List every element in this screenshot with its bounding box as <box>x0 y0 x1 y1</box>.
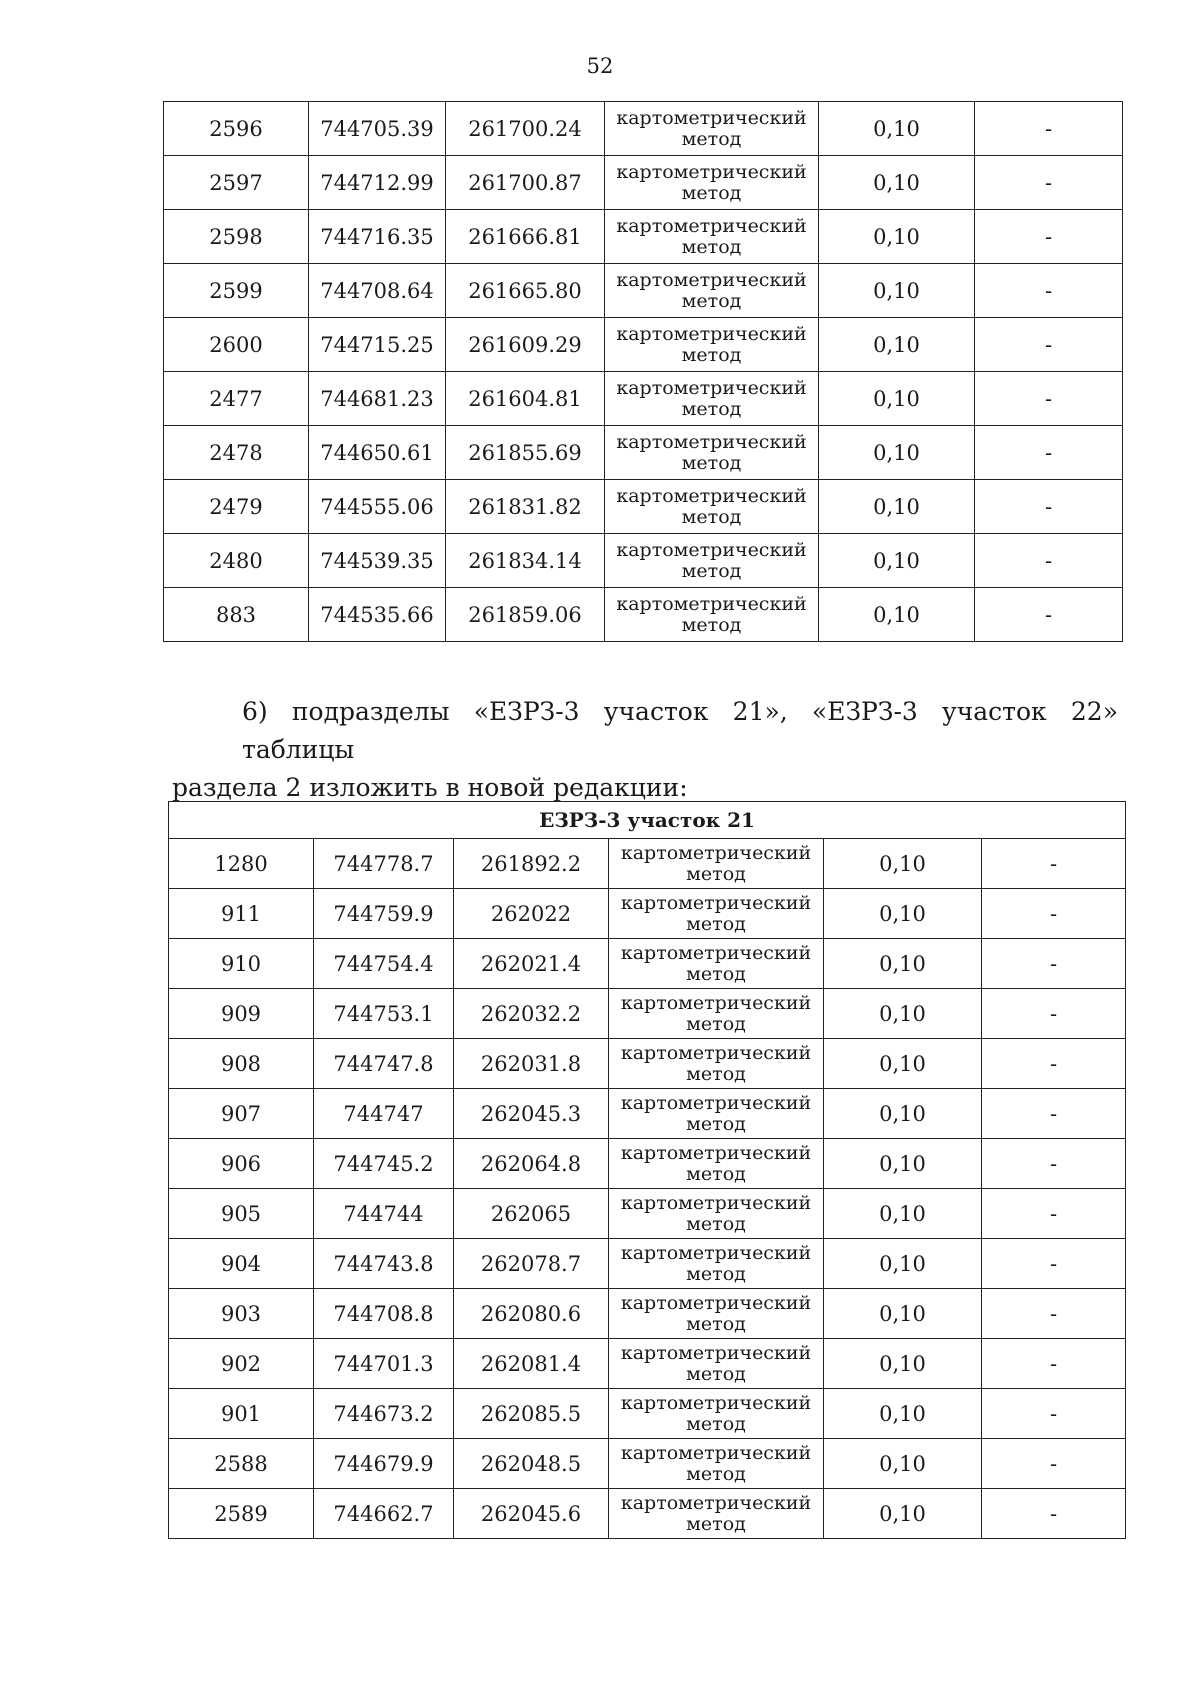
coord-x-cell: 744701.3 <box>314 1339 454 1389</box>
accuracy-cell: 0,10 <box>824 1389 982 1439</box>
method-cell <box>605 372 819 426</box>
method-line-2: метод <box>686 1112 746 1135</box>
method-line-1: картометрический <box>620 1441 812 1464</box>
accuracy-cell: 0,10 <box>819 480 975 534</box>
method-cell <box>609 1439 824 1489</box>
coord-x-cell: 744716.35 <box>309 210 446 264</box>
coordinates-table-continued <box>163 101 1123 642</box>
method-cell <box>609 1039 824 1089</box>
table-row <box>169 1439 1126 1489</box>
coord-x-cell: 744679.9 <box>314 1439 454 1489</box>
coord-y-cell: 262081.4 <box>454 1339 609 1389</box>
coordinates-table-body <box>164 102 1123 642</box>
accuracy-cell: 0,10 <box>824 1089 982 1139</box>
table-row <box>169 939 1126 989</box>
table-row <box>164 210 1123 264</box>
accuracy-cell: 0,10 <box>824 939 982 989</box>
method-cell <box>609 1189 824 1239</box>
note-cell: - <box>982 1139 1126 1189</box>
coord-x-cell: 744747 <box>314 1089 454 1139</box>
method-line-1: картометрический <box>616 322 807 345</box>
coord-y-cell: 262064.8 <box>454 1139 609 1189</box>
note-cell: - <box>982 989 1126 1039</box>
method-cell <box>609 989 824 1039</box>
coord-y-cell: 261700.87 <box>446 156 605 210</box>
method-line-1: картометрический <box>620 941 812 964</box>
method-line-1: картометрический <box>616 538 807 561</box>
coord-x-cell: 744759.9 <box>314 889 454 939</box>
method-cell <box>605 210 819 264</box>
coord-x-cell: 744753.1 <box>314 989 454 1039</box>
section-table-body <box>169 802 1126 1539</box>
note-cell: - <box>975 372 1123 426</box>
method-line-2: метод <box>686 1512 746 1535</box>
method-line-1: картометрический <box>620 1341 812 1364</box>
method-cell <box>605 588 819 642</box>
method-line-2: метод <box>686 1412 746 1435</box>
method-cell <box>609 889 824 939</box>
accuracy-cell: 0,10 <box>824 1039 982 1089</box>
method-line-1: картометрический <box>616 376 807 399</box>
coord-y-cell: 261700.24 <box>446 102 605 156</box>
method-line-1: картометрический <box>616 268 807 291</box>
accuracy-cell: 0,10 <box>824 1189 982 1239</box>
coord-x-cell: 744555.06 <box>309 480 446 534</box>
method-line-2: метод <box>681 559 742 582</box>
note-cell: - <box>982 1289 1126 1339</box>
coord-x-cell: 744539.35 <box>309 534 446 588</box>
table-row <box>164 372 1123 426</box>
table-row <box>164 480 1123 534</box>
method-line-2: метод <box>686 1362 746 1385</box>
table-row <box>169 1289 1126 1339</box>
method-cell <box>609 1239 824 1289</box>
coord-y-cell: 262045.6 <box>454 1489 609 1539</box>
method-line-2: метод <box>681 397 742 420</box>
point-number-cell: 2588 <box>169 1439 314 1489</box>
coord-x-cell: 744673.2 <box>314 1389 454 1439</box>
coord-x-cell: 744712.99 <box>309 156 446 210</box>
method-line-1: картометрический <box>616 160 807 183</box>
point-number-cell: 2599 <box>164 264 309 318</box>
table-row <box>169 989 1126 1039</box>
accuracy-cell: 0,10 <box>824 1489 982 1539</box>
point-number-cell: 2477 <box>164 372 309 426</box>
coord-y-cell: 261892.2 <box>454 839 609 889</box>
note-cell: - <box>982 1339 1126 1389</box>
accuracy-cell: 0,10 <box>824 1289 982 1339</box>
accuracy-cell: 0,10 <box>824 839 982 889</box>
coord-y-cell: 262080.6 <box>454 1289 609 1339</box>
method-line-2: метод <box>681 613 742 636</box>
coord-y-cell: 261859.06 <box>446 588 605 642</box>
point-number-cell: 2598 <box>164 210 309 264</box>
point-number-cell: 1280 <box>169 839 314 889</box>
note-cell: - <box>982 1239 1126 1289</box>
note-cell: - <box>982 839 1126 889</box>
point-number-cell: 909 <box>169 989 314 1039</box>
table-row <box>164 588 1123 642</box>
coord-x-cell: 744743.8 <box>314 1239 454 1289</box>
table-row <box>164 264 1123 318</box>
method-line-1: картометрический <box>620 1041 812 1064</box>
table-row <box>169 1039 1126 1089</box>
coord-x-cell: 744708.8 <box>314 1289 454 1339</box>
coord-y-cell: 262021.4 <box>454 939 609 989</box>
accuracy-cell: 0,10 <box>819 372 975 426</box>
method-line-2: метод <box>686 1462 746 1485</box>
method-line-1: картометрический <box>620 841 812 864</box>
coord-x-cell: 744778.7 <box>314 839 454 889</box>
table-row <box>164 534 1123 588</box>
section-table-ezrz-3-plot-21 <box>168 801 1126 1539</box>
coord-y-cell: 261604.81 <box>446 372 605 426</box>
method-line-1: картометрический <box>616 592 807 615</box>
note-cell: - <box>982 889 1126 939</box>
table-row <box>169 1389 1126 1439</box>
point-number-cell: 908 <box>169 1039 314 1089</box>
method-line-2: метод <box>686 862 746 885</box>
accuracy-cell: 0,10 <box>819 534 975 588</box>
coord-x-cell: 744747.8 <box>314 1039 454 1089</box>
point-number-cell: 903 <box>169 1289 314 1339</box>
table-row <box>169 1239 1126 1289</box>
method-cell <box>605 264 819 318</box>
coord-x-cell: 744708.64 <box>309 264 446 318</box>
page-number: 52 <box>586 54 614 78</box>
note-cell: - <box>975 426 1123 480</box>
accuracy-cell: 0,10 <box>819 156 975 210</box>
method-line-1: картометрический <box>616 106 807 129</box>
point-number-cell: 910 <box>169 939 314 989</box>
coord-y-cell: 262048.5 <box>454 1439 609 1489</box>
point-number-cell: 2478 <box>164 426 309 480</box>
point-number-cell: 2589 <box>169 1489 314 1539</box>
method-line-2: метод <box>681 181 742 204</box>
method-line-2: метод <box>681 235 742 258</box>
amendment-paragraph <box>172 693 1118 807</box>
method-cell <box>605 480 819 534</box>
method-line-2: метод <box>681 289 742 312</box>
method-line-1: картометрический <box>620 1191 812 1214</box>
accuracy-cell: 0,10 <box>819 318 975 372</box>
method-line-2: метод <box>686 1162 746 1185</box>
table-row <box>169 1139 1126 1189</box>
accuracy-cell: 0,10 <box>824 989 982 1039</box>
note-cell: - <box>982 1389 1126 1439</box>
note-cell: - <box>975 102 1123 156</box>
coord-x-cell: 744744 <box>314 1189 454 1239</box>
method-line-2: метод <box>686 912 746 935</box>
accuracy-cell: 0,10 <box>819 210 975 264</box>
note-cell: - <box>982 939 1126 989</box>
method-line-2: метод <box>686 1312 746 1335</box>
note-cell: - <box>982 1439 1126 1489</box>
point-number-cell: 2480 <box>164 534 309 588</box>
method-cell <box>609 1289 824 1339</box>
note-cell: - <box>982 1189 1126 1239</box>
method-line-1: картометрический <box>620 1141 812 1164</box>
table-row <box>164 102 1123 156</box>
method-line-1: картометрический <box>620 1291 812 1314</box>
method-line-1: картометрический <box>616 430 807 453</box>
method-line-2: метод <box>686 1062 746 1085</box>
coord-y-cell: 261831.82 <box>446 480 605 534</box>
coord-y-cell: 262022 <box>454 889 609 939</box>
coord-y-cell: 261834.14 <box>446 534 605 588</box>
method-line-2: метод <box>686 1212 746 1235</box>
method-cell <box>609 1489 824 1539</box>
method-cell <box>609 1139 824 1189</box>
table-row <box>164 426 1123 480</box>
table-row <box>164 318 1123 372</box>
table-row <box>164 156 1123 210</box>
coord-y-cell: 262078.7 <box>454 1239 609 1289</box>
point-number-cell: 2597 <box>164 156 309 210</box>
method-line-2: метод <box>681 451 742 474</box>
accuracy-cell: 0,10 <box>824 1339 982 1389</box>
coord-x-cell: 744705.39 <box>309 102 446 156</box>
point-number-cell: 904 <box>169 1239 314 1289</box>
coord-x-cell: 744650.61 <box>309 426 446 480</box>
method-line-1: картометрический <box>620 1241 812 1264</box>
coord-x-cell: 744662.7 <box>314 1489 454 1539</box>
note-cell: - <box>975 210 1123 264</box>
method-cell <box>605 102 819 156</box>
method-cell <box>609 1339 824 1389</box>
accuracy-cell: 0,10 <box>819 264 975 318</box>
point-number-cell: 902 <box>169 1339 314 1389</box>
coord-y-cell: 261855.69 <box>446 426 605 480</box>
accuracy-cell: 0,10 <box>819 588 975 642</box>
accuracy-cell: 0,10 <box>824 1439 982 1489</box>
method-line-1: картометрический <box>620 1491 812 1514</box>
table-row <box>169 839 1126 889</box>
method-cell <box>609 1089 824 1139</box>
method-cell <box>605 156 819 210</box>
accuracy-cell: 0,10 <box>824 1239 982 1289</box>
coord-y-cell: 262045.3 <box>454 1089 609 1139</box>
coord-y-cell: 262031.8 <box>454 1039 609 1089</box>
table-row <box>169 889 1126 939</box>
note-cell: - <box>982 1489 1126 1539</box>
table-row <box>169 1489 1126 1539</box>
method-cell <box>605 534 819 588</box>
coord-x-cell: 744745.2 <box>314 1139 454 1189</box>
paragraph-line-2: раздела 2 изложить в новой редакции: <box>172 773 688 802</box>
point-number-cell: 2596 <box>164 102 309 156</box>
note-cell: - <box>982 1039 1126 1089</box>
table-row <box>169 1189 1126 1239</box>
note-cell: - <box>975 318 1123 372</box>
accuracy-cell: 0,10 <box>824 889 982 939</box>
method-line-1: картометрический <box>620 991 812 1014</box>
method-line-2: метод <box>686 1012 746 1035</box>
coord-y-cell: 262065 <box>454 1189 609 1239</box>
method-line-1: картометрический <box>620 1091 812 1114</box>
method-cell <box>605 426 819 480</box>
table-row <box>169 1339 1126 1389</box>
section-title: ЕЗРЗ-3 участок 21 <box>169 802 1126 839</box>
point-number-cell: 901 <box>169 1389 314 1439</box>
method-line-2: метод <box>686 1262 746 1285</box>
point-number-cell: 906 <box>169 1139 314 1189</box>
note-cell: - <box>975 534 1123 588</box>
section-title-row <box>169 802 1126 839</box>
method-line-2: метод <box>681 505 742 528</box>
accuracy-cell: 0,10 <box>824 1139 982 1189</box>
coord-y-cell: 262085.5 <box>454 1389 609 1439</box>
coord-x-cell: 744754.4 <box>314 939 454 989</box>
point-number-cell: 883 <box>164 588 309 642</box>
coord-y-cell: 261666.81 <box>446 210 605 264</box>
point-number-cell: 905 <box>169 1189 314 1239</box>
note-cell: - <box>982 1089 1126 1139</box>
table-row <box>169 1089 1126 1139</box>
coord-y-cell: 262032.2 <box>454 989 609 1039</box>
coord-x-cell: 744535.66 <box>309 588 446 642</box>
paragraph-line-1: 6) подразделы «ЕЗРЗ-3 участок 21», «ЕЗРЗ-3 участок 22» таблицы <box>242 697 1118 764</box>
coord-x-cell: 744681.23 <box>309 372 446 426</box>
method-line-2: метод <box>686 962 746 985</box>
method-line-1: картометрический <box>620 891 812 914</box>
method-line-1: картометрический <box>620 1391 812 1414</box>
accuracy-cell: 0,10 <box>819 426 975 480</box>
method-cell <box>605 318 819 372</box>
method-cell <box>609 839 824 889</box>
method-cell <box>609 939 824 989</box>
note-cell: - <box>975 264 1123 318</box>
method-line-2: метод <box>681 127 742 150</box>
method-line-1: картометрический <box>616 484 807 507</box>
method-line-2: метод <box>681 343 742 366</box>
method-line-1: картометрический <box>616 214 807 237</box>
point-number-cell: 2600 <box>164 318 309 372</box>
point-number-cell: 911 <box>169 889 314 939</box>
point-number-cell: 2479 <box>164 480 309 534</box>
note-cell: - <box>975 156 1123 210</box>
method-cell <box>609 1389 824 1439</box>
coord-y-cell: 261665.80 <box>446 264 605 318</box>
accuracy-cell: 0,10 <box>819 102 975 156</box>
coord-y-cell: 261609.29 <box>446 318 605 372</box>
note-cell: - <box>975 588 1123 642</box>
point-number-cell: 907 <box>169 1089 314 1139</box>
coord-x-cell: 744715.25 <box>309 318 446 372</box>
note-cell: - <box>975 480 1123 534</box>
